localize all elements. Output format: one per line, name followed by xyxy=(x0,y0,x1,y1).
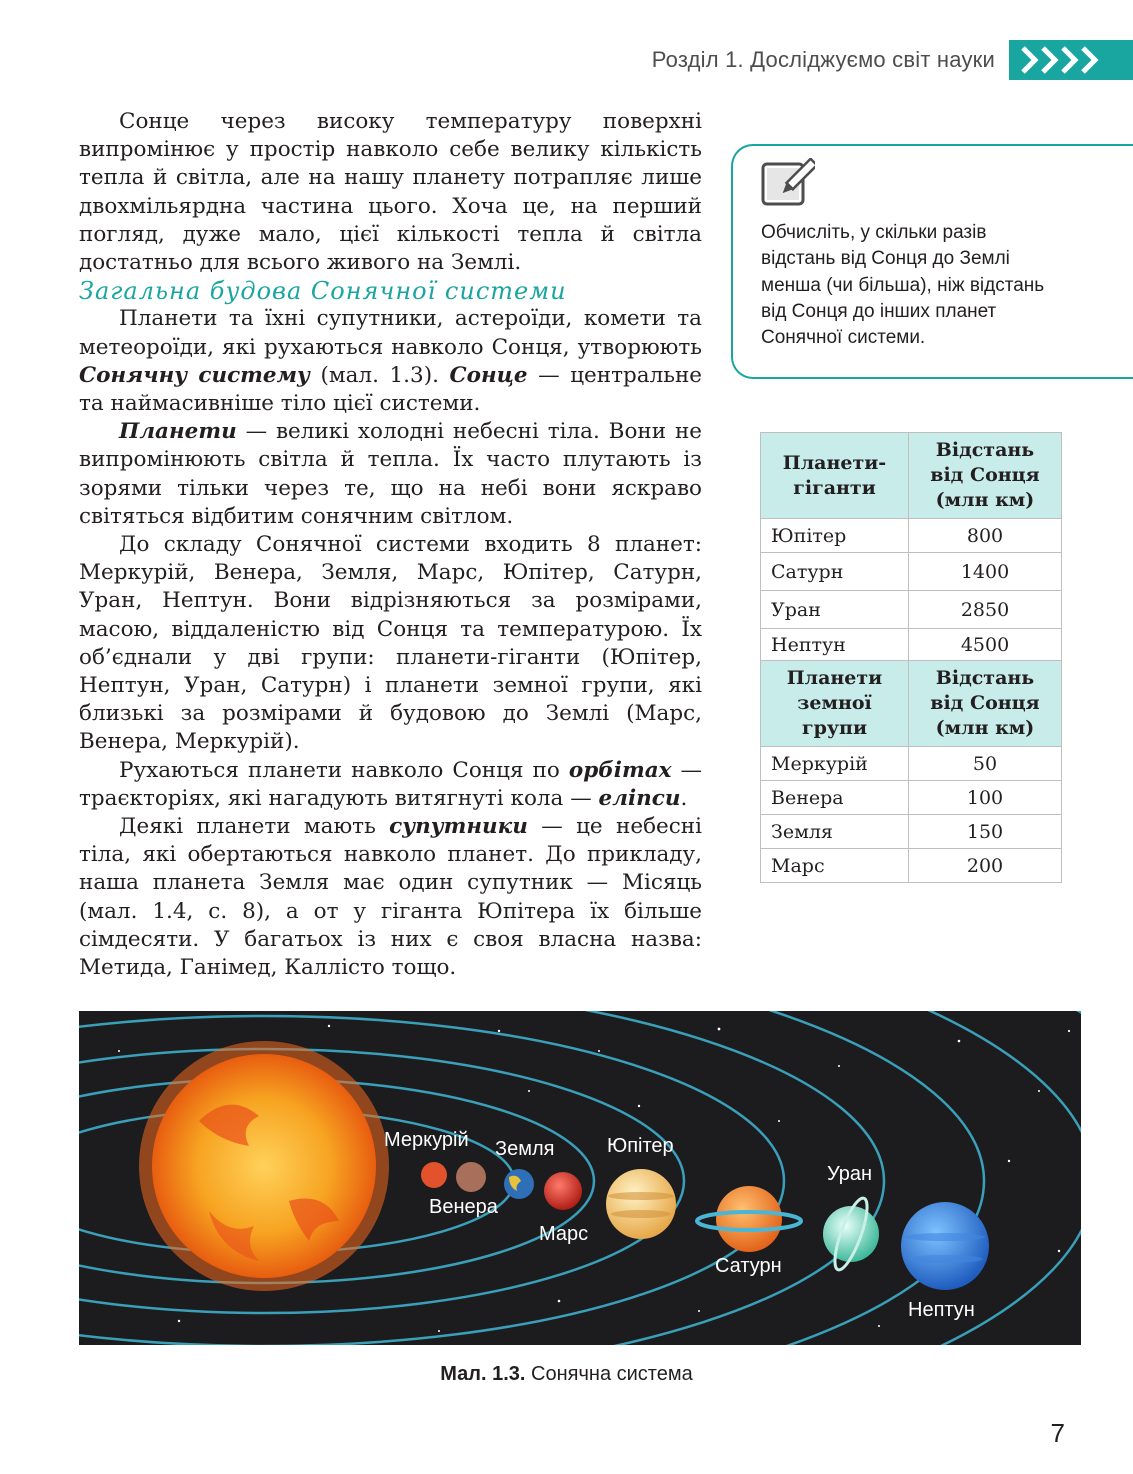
table-header-row xyxy=(761,433,1062,519)
solar-system-figure xyxy=(79,1011,1081,1345)
earth xyxy=(504,1169,534,1199)
label-mercury: Меркурій xyxy=(384,1129,469,1151)
saturn xyxy=(716,1186,782,1252)
term-sun: Сонце xyxy=(449,362,528,388)
section-heading: Загальна будова Сонячної системи xyxy=(79,277,567,306)
page-header xyxy=(652,40,1133,80)
paragraph-planets-definition: Планети — великі холодні небесні тіла. Вони не випромінюють світла й тепла. Їх часто плутають із зорями тільки через те, що на небі вони яскраво світяться відбитим сонячним світлом. xyxy=(79,419,702,529)
page-number: 7 xyxy=(1050,1418,1065,1448)
term-satellites: супутники xyxy=(389,814,528,840)
header-terrestrial: Планети земної групи xyxy=(761,661,909,747)
planet-distance-table xyxy=(760,432,1062,883)
header-giants: Планети-гіганти xyxy=(761,433,909,519)
header-distance: Відстань від Сонця (млн км) xyxy=(909,433,1062,519)
table-header-row xyxy=(761,661,1062,747)
caption-number: Мал. 1.3. xyxy=(440,1363,526,1385)
paragraph-solar-system: Планети та їхні супутники, астероїди, комети та метеороїди, які рухаються навколо Сонця, утворюють Сонячну систему (мал. 1.3). Сонце — центральне та наймасивніше тіло цієї системи. xyxy=(79,306,703,417)
label-uranus: Уран xyxy=(827,1163,873,1185)
jupiter xyxy=(606,1169,676,1239)
paragraph-sun-energy: Сонце через високу температуру поверхні випромінює у простір навколо себе велику кількість тепла й світла, але на нашу планету потрапляє лише двохмільярдна частина цього. Хоча це, на перший погляд, дуже мало, цієї кількості тепла й світла достатньо для всього живого на Землі. xyxy=(79,109,702,276)
planets xyxy=(421,1162,989,1290)
mars xyxy=(544,1172,582,1210)
task-text: Обчисліть, у скільки разів відстань від Сонця до Землі менша (чи більша), ніж відстань від Сонця до інших планет Сонячної системи. xyxy=(761,222,1045,349)
solar-system-illustration xyxy=(79,1011,1081,1345)
venus xyxy=(456,1162,486,1192)
neptune xyxy=(901,1202,989,1290)
term-planets: Планети xyxy=(119,419,237,445)
table-row: Земля 150 xyxy=(761,815,1062,849)
label-venus: Венера xyxy=(429,1196,498,1218)
table-row: Венера 100 xyxy=(761,781,1062,815)
term-solar-system: Сонячну систему xyxy=(79,362,310,388)
section-running-title: Розділ 1. Досліджуємо світ науки xyxy=(651,47,995,72)
paragraph-satellites: Деякі планети мають супутники — це небесні тіла, які обертаються навколо планет. До прикладу, наша планета Земля має один супутник — Місяць (мал. 1.4, с. 8), а от у гіганта Юпітера їх більше сімдесяти. У багатьох із них є своя власна назва: Метида, Ганімед, Каллісто тощо. xyxy=(79,814,702,981)
term-orbits: орбітах xyxy=(568,757,672,783)
task-box xyxy=(731,144,1133,379)
table-row: Нептун 4500 xyxy=(761,629,1062,661)
main-text-column xyxy=(79,108,702,982)
label-mars: Марс xyxy=(539,1223,589,1245)
uranus xyxy=(823,1206,879,1262)
pencil-notepad-icon xyxy=(761,158,815,208)
paragraph-planet-list: До складу Сонячної системи входить 8 планет: Меркурій, Венера, Земля, Марс, Юпітер, Сатурн, Уран, Нептун. Вони відрізняються за розмірами, масою, віддаленістю від Сонця та температурою. Їх об’єднали у дві групи: планети-гіганти (Юпітер, Нептун, Уран, Сатурн) і планети земної групи, які близькі за розмірами й будовою до Землі (Марс, Венера, Меркурій). xyxy=(79,532,702,755)
figure-caption xyxy=(0,1363,1133,1386)
paragraph-orbits: Рухаються планети навколо Сонця по орбітах — траєкторіях, які нагадують витягнуті кола — еліпси. xyxy=(79,757,702,811)
term-ellipses: еліпси xyxy=(598,785,681,811)
label-earth: Земля xyxy=(495,1138,555,1160)
table-row: Юпітер 800 xyxy=(761,519,1062,553)
label-saturn: Сатурн xyxy=(715,1255,782,1277)
table-row: Марс 200 xyxy=(761,849,1062,883)
sun xyxy=(139,1041,389,1291)
label-neptune: Нептун xyxy=(908,1299,975,1321)
caption-text: Сонячна система xyxy=(525,1363,693,1385)
table-row: Уран 2850 xyxy=(761,591,1062,629)
mercury xyxy=(421,1162,447,1188)
table-row: Сатурн 1400 xyxy=(761,553,1062,591)
header-distance: Відстань від Сонця (млн км) xyxy=(909,661,1062,747)
table-row: Меркурій 50 xyxy=(761,747,1062,781)
chevrons-icon xyxy=(1009,40,1133,80)
label-jupiter: Юпітер xyxy=(607,1135,674,1157)
